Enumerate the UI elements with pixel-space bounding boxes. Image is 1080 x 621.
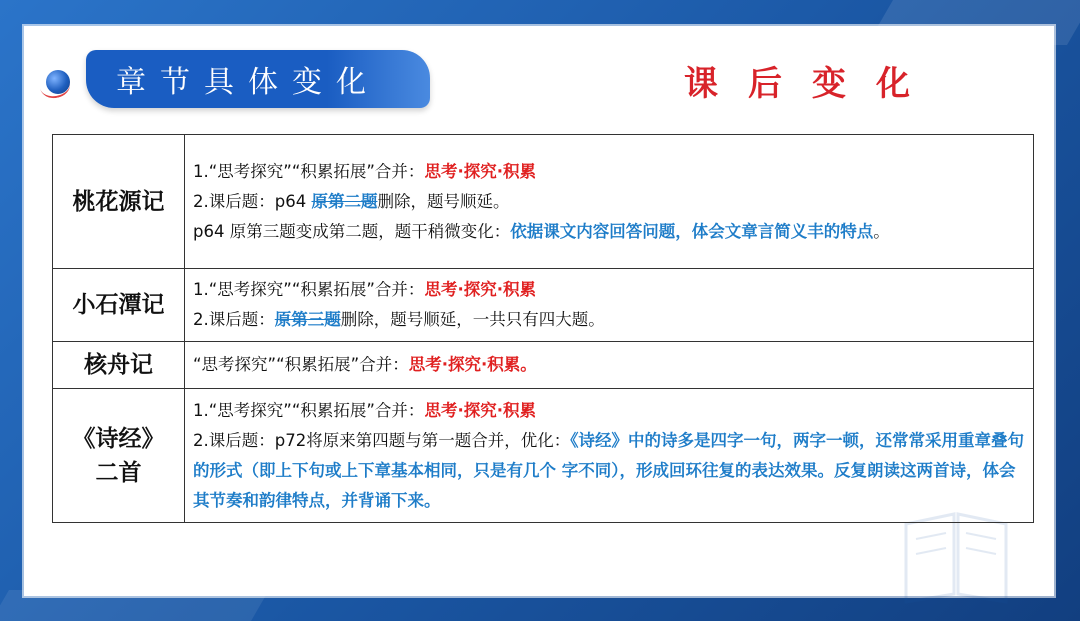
- detail-line: [193, 275, 1025, 305]
- detail-text: 1.“思考探究”“积累拓展”合并：: [193, 161, 425, 181]
- lesson-title: 二首: [95, 459, 142, 486]
- detail-text: 删除，题号顺延。: [377, 191, 510, 211]
- detail-text: 1.“思考探究”“积累拓展”合并：: [193, 400, 425, 420]
- detail-line: [193, 350, 1025, 380]
- revised-text: 《诗经》中的诗多是四字一句，两字一顿，还常常采用重章叠句的形式（即上下句或上下章基本相同，只是有几个 字不同），形成回环往复的表达效果。反复朗读这两首诗，体会其节奏和韵律特点，并背诵下来。: [193, 430, 1024, 510]
- deleted-text: 原第三题: [274, 310, 341, 329]
- changes-table: [52, 134, 1034, 523]
- lesson-title: 核舟记: [84, 352, 153, 378]
- highlight-text: 思考·探究·积累: [424, 400, 536, 420]
- section-subtitle: 课后变化: [684, 64, 940, 104]
- detail-cell: [185, 269, 1034, 342]
- lesson-title: 《诗经》: [72, 425, 165, 452]
- detail-line: [193, 305, 1025, 335]
- detail-line: [193, 426, 1025, 516]
- detail-line: [193, 157, 1025, 187]
- detail-line: [193, 396, 1025, 426]
- detail-text: 2.课后题：p72将原来第四题与第一题合并，优化：: [193, 430, 571, 450]
- detail-cell: [185, 342, 1034, 389]
- globe-dot-icon: [46, 70, 70, 94]
- detail-line: [193, 187, 1025, 217]
- revised-text: 依据课文内容回答问题，体会文章言简义丰的特点: [510, 221, 874, 241]
- highlight-text: 思考·探究·积累: [424, 161, 536, 181]
- lesson-title: 小石潭记: [72, 292, 165, 318]
- detail-text: 2.课后题：: [193, 310, 275, 329]
- lesson-cell: [53, 269, 185, 342]
- table-row: [53, 389, 1034, 523]
- detail-cell: [185, 135, 1034, 269]
- table-row: [53, 135, 1034, 269]
- lesson-cell: [53, 135, 185, 269]
- detail-text: 2.课后题：p64: [193, 191, 312, 211]
- page-title-text: 章节具体变化: [116, 65, 380, 100]
- table-row: [53, 342, 1034, 389]
- detail-text: p64 原第三题变成第二题，题干稍微变化：: [193, 221, 511, 241]
- table-row: [53, 269, 1034, 342]
- detail-line: [193, 217, 1025, 247]
- highlight-text: 思考·探究·积累: [424, 280, 536, 299]
- highlight-text: 思考·探究·积累。: [408, 355, 537, 374]
- detail-text: 。: [873, 221, 890, 241]
- lesson-cell: [53, 389, 185, 523]
- detail-text: 删除，题号顺延，一共只有四大题。: [340, 310, 605, 329]
- deleted-text: 原第二题: [311, 191, 378, 211]
- lesson-cell: [53, 342, 185, 389]
- detail-text: “思考探究”“积累拓展”合并：: [193, 355, 409, 374]
- lesson-title: 桃花源记: [72, 188, 165, 215]
- page-title: [86, 50, 430, 108]
- detail-cell: [185, 389, 1034, 523]
- detail-text: 1.“思考探究”“积累拓展”合并：: [193, 280, 425, 299]
